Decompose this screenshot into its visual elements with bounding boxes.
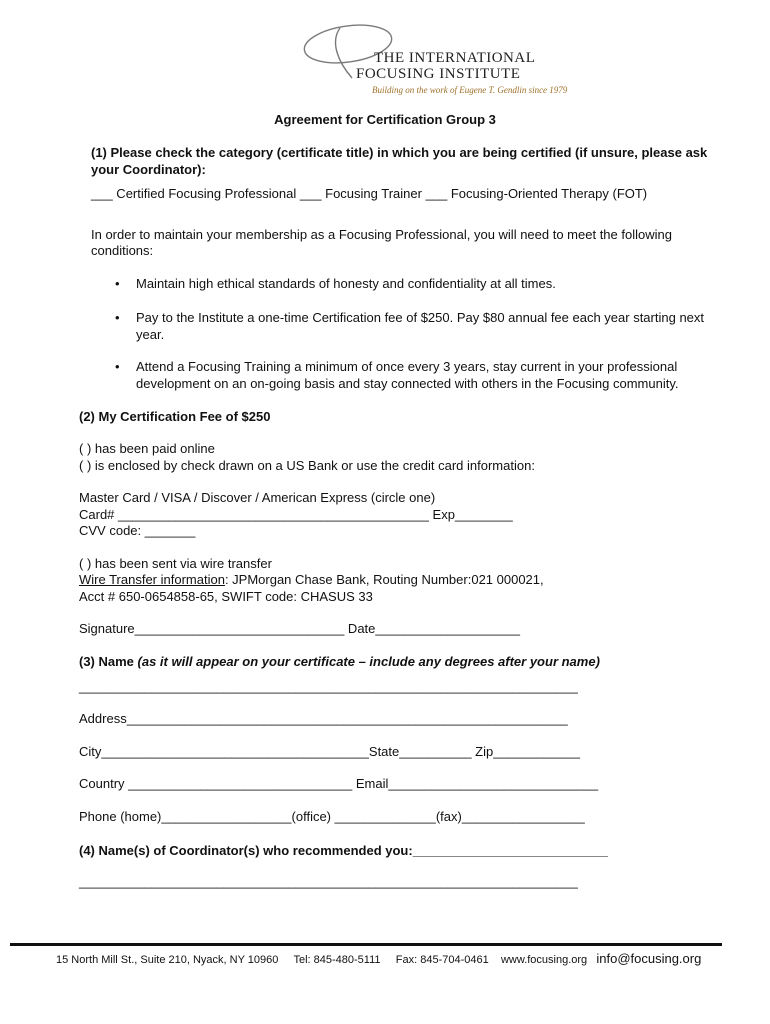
card-number-field[interactable]: Card# ___________________________________________ Exp________ xyxy=(79,507,513,522)
section-3-heading-note: (as it will appear on your certificate – include any degrees after your name) xyxy=(137,654,600,669)
logo-tagline: Building on the work of Eugene T. Gendlin since 1979 xyxy=(372,85,568,95)
wire-transfer-label: Wire Transfer information xyxy=(79,572,225,587)
name-field[interactable]: _____________________________________________________________________ xyxy=(79,679,578,694)
bullet-1: • xyxy=(115,276,120,291)
footer-email[interactable]: info@focusing.org xyxy=(596,951,702,966)
footer-address: 15 North Mill St., Suite 210, Nyack, NY 10960 xyxy=(56,954,279,966)
phone-field[interactable]: Phone (home)__________________(office) ______________(fax)_________________ xyxy=(79,809,585,824)
card-types: Master Card / VISA / Discover / American Express (circle one) xyxy=(79,490,436,505)
condition-3-line-1: Attend a Focusing Training a minimum of once every 3 years, stay current in your professional xyxy=(136,359,678,374)
section-2-heading: (2) My Certification Fee of $250 xyxy=(79,409,271,424)
document-title: Agreement for Certification Group 3 xyxy=(274,112,496,127)
category-options[interactable]: ___ Certified Focusing Professional ___ Focusing Trainer ___ Focusing-Oriented Therapy (FOT) xyxy=(91,186,648,201)
country-email-field[interactable]: Country _______________________________ Email_____________________________ xyxy=(79,776,599,791)
coordinator-field[interactable]: _____________________________________________________________________ xyxy=(79,874,578,889)
check-enclosed-option[interactable]: ( ) is enclosed by check drawn on a US Bank or use the credit card information: xyxy=(79,458,535,473)
footer-web[interactable]: www.focusing.org xyxy=(500,954,588,966)
section-3-heading-label: (3) Name xyxy=(79,654,138,669)
section-1-heading-line-1: (1) Please check the category (certificate title) in which you are being certified (if unsure, please ask xyxy=(91,145,708,160)
paid-online-option[interactable]: ( ) has been paid online xyxy=(79,441,215,456)
bullet-3: • xyxy=(115,359,120,374)
address-field[interactable]: Address_____________________________________________________________ xyxy=(79,711,568,726)
cvv-field[interactable]: CVV code: _______ xyxy=(79,523,196,538)
bullet-2: • xyxy=(115,310,120,325)
section-1-heading-line-2: your Coordinator): xyxy=(91,162,206,177)
section-4-heading[interactable]: (4) Name(s) of Coordinator(s) who recommended you:___________________________ xyxy=(79,843,608,858)
wire-transfer-option[interactable]: ( ) has been sent via wire transfer xyxy=(79,556,272,571)
signature-date-field[interactable]: Signature_____________________________ Date____________________ xyxy=(79,621,520,636)
footer xyxy=(56,951,701,966)
section-3-heading xyxy=(79,654,600,669)
condition-2-line-2: year. xyxy=(136,327,165,342)
conditions-intro-line-1: In order to maintain your membership as a Focusing Professional, you will need to meet the following xyxy=(91,227,672,242)
footer-fax: Fax: 845-704-0461 xyxy=(395,954,489,966)
conditions-intro-line-2: conditions: xyxy=(91,243,154,258)
condition-2-line-1: Pay to the Institute a one-time Certification fee of $250. Pay $80 annual fee each year starting next xyxy=(136,310,705,325)
wire-transfer-details: : JPMorgan Chase Bank, Routing Number:021 000021, xyxy=(224,572,544,587)
wire-transfer-info xyxy=(79,572,544,587)
footer-divider xyxy=(10,943,722,946)
condition-1: Maintain high ethical standards of honesty and confidentiality at all times. xyxy=(136,276,556,291)
condition-3-line-2: development on an on-going basis and stay connected with others in the Focusing community. xyxy=(136,376,679,391)
city-state-zip-field[interactable]: City_____________________________________State__________ Zip____________ xyxy=(79,744,580,759)
logo-line-1: THE INTERNATIONAL xyxy=(374,50,536,66)
logo-line-2: FOCUSING INSTITUTE xyxy=(356,66,521,82)
footer-tel: Tel: 845-480-5111 xyxy=(293,954,381,966)
account-info: Acct # 650-0654858-65, SWIFT code: CHASUS 33 xyxy=(79,589,373,604)
institute-logo xyxy=(300,22,568,102)
